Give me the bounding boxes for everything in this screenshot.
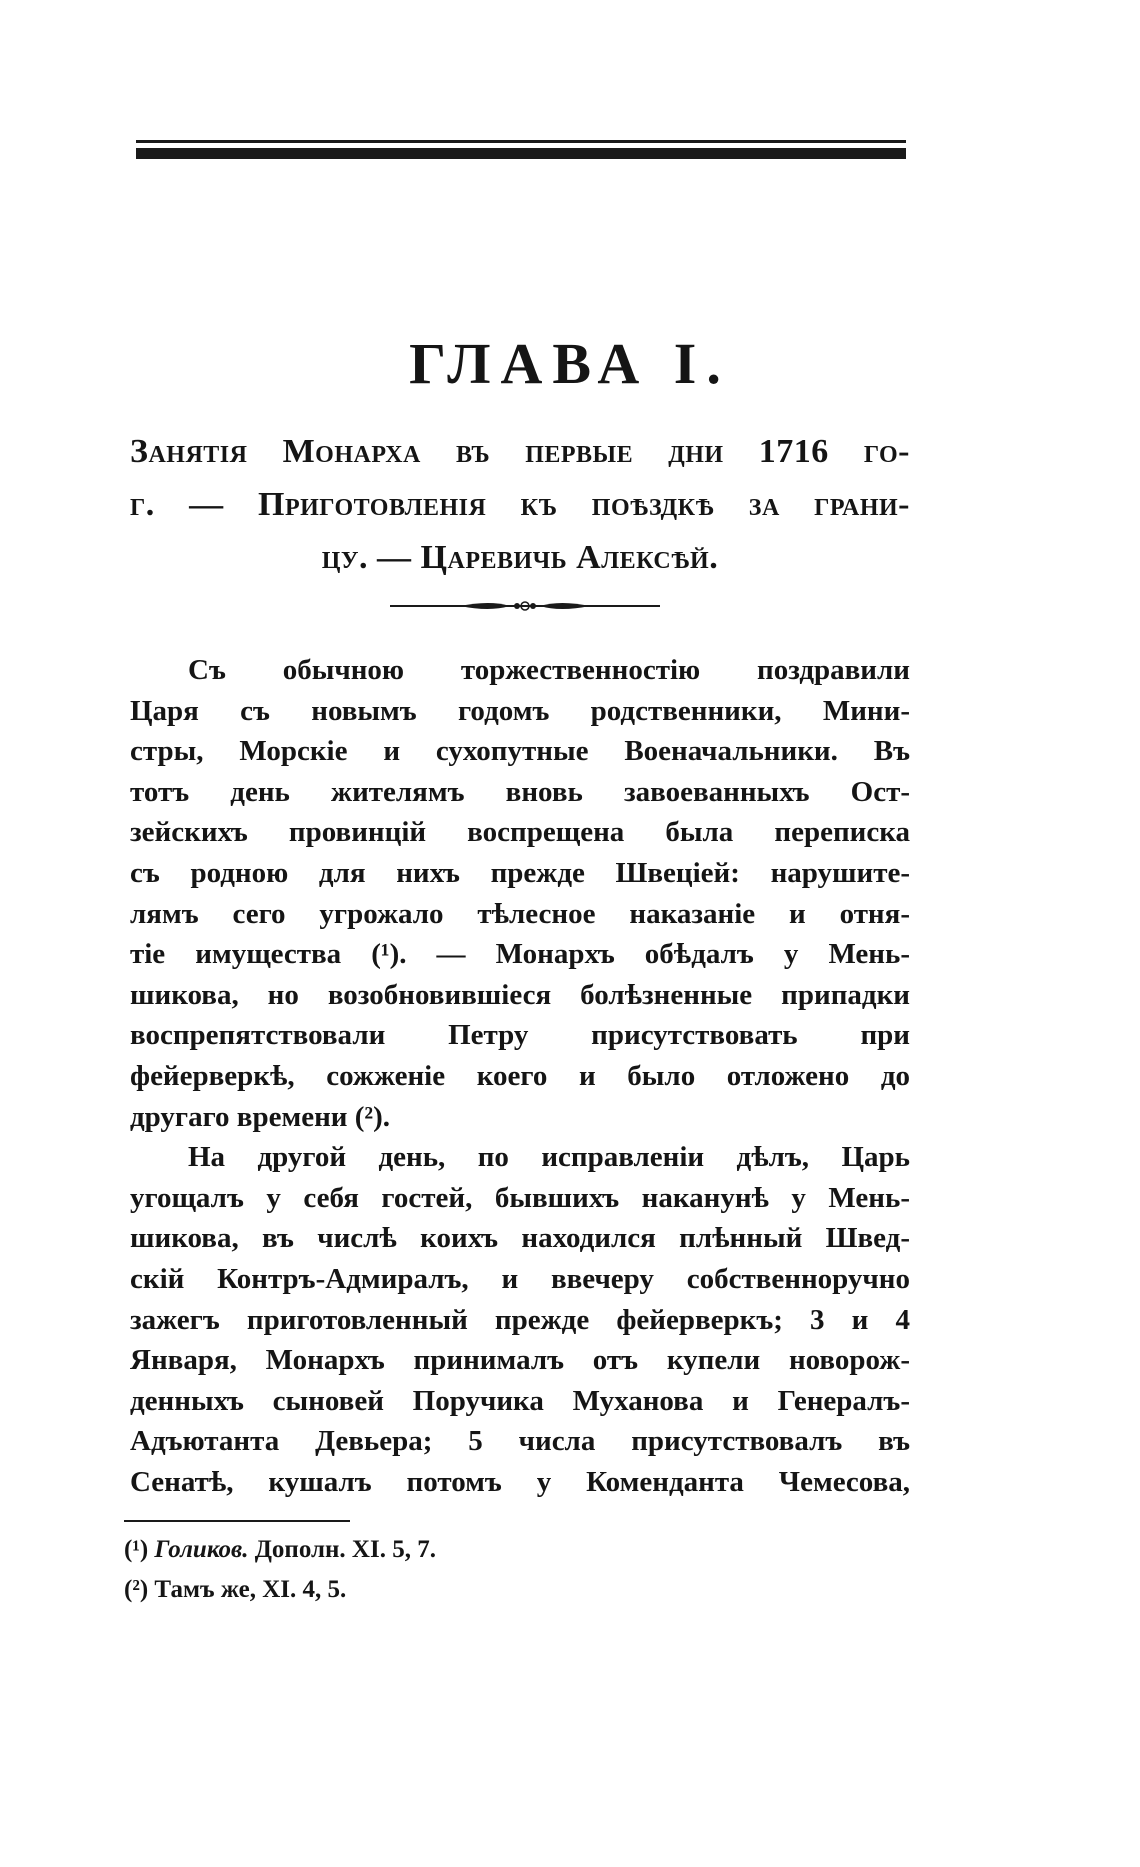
- top-double-rule: [136, 140, 906, 160]
- footnote-author: Голиков.: [154, 1536, 249, 1563]
- top-thick-rule: [136, 148, 906, 159]
- text-line: Сенатѣ, кушалъ потомъ у Коменданта Чемесова,: [130, 1465, 910, 1498]
- text-line: фейерверкѣ, сожженіе коего и было отложено до: [130, 1059, 910, 1092]
- text-line: угощалъ у себя гостей, бывшихъ наканунѣ у Мень-: [130, 1181, 910, 1214]
- text-line: Царя съ новымъ годомъ родственники, Мини-: [130, 694, 910, 727]
- text-line: съ родною для нихъ прежде Швеціей: нарушите-: [130, 856, 910, 889]
- text-line: шикова, въ числѣ коихъ находился плѣнный Швед-: [130, 1222, 910, 1255]
- text-line: Января, Монархъ принималъ отъ купели новорож-: [130, 1344, 910, 1377]
- text-line: Адъютанта Девьера; 5 числа присутствовалъ въ: [130, 1425, 910, 1458]
- summary-line: г. — Приготовленія къ поѣздкѣ за грани-: [130, 486, 910, 523]
- text-line: зажегъ приготовленный прежде фейерверкъ; 3 и 4: [130, 1303, 910, 1336]
- text-line: зейскихъ провинцій воспрещена была переписка: [130, 816, 910, 849]
- summary-line: цу. — Царевичь Алексѣй.: [321, 539, 719, 576]
- top-thin-rule: [136, 140, 906, 143]
- text-line: другаго времени (²).: [130, 1100, 390, 1133]
- footnote: [124, 1570, 904, 1610]
- text-line: стры, Морскіе и сухопутные Военачальники. Въ: [130, 735, 910, 768]
- chapter-summary: [130, 425, 910, 584]
- text-line: Съ обычною торжественностію поздравили: [188, 654, 910, 686]
- text-line: На другой день, по исправленіи дѣлъ, Царь: [188, 1141, 910, 1174]
- summary-line: Занятія Монарха въ первые дни 1716 го-: [130, 433, 910, 470]
- footnote-mark: (²): [124, 1576, 149, 1603]
- text-line: тотъ день жителямъ вновь завоеванныхъ Ост-: [130, 775, 910, 808]
- text-line: шикова, но возобновившіеся болѣзненные припадки: [130, 978, 910, 1011]
- footnote-separator: [124, 1520, 350, 1522]
- footnote-text: Тамъ же, XI. 4, 5.: [154, 1576, 347, 1603]
- text-line: денныхъ сыновей Поручика Муханова и Генералъ-: [130, 1384, 910, 1417]
- ornament-divider: [390, 596, 660, 616]
- chapter-title: ГЛАВА I.: [409, 331, 731, 396]
- text-line: тіе имущества (¹). — Монархъ обѣдалъ у Мень-: [130, 938, 910, 971]
- footnote-text: Дополн. XI. 5, 7.: [254, 1536, 436, 1563]
- footnotes: [124, 1530, 904, 1610]
- text-line: скій Контръ-Адмиралъ, и ввечеру собственноручно: [130, 1262, 910, 1295]
- text-line: лямъ сего угрожало тѣлесное наказаніе и отня-: [130, 897, 910, 930]
- footnote-mark: (¹): [124, 1536, 149, 1563]
- body-text: [130, 650, 910, 1502]
- footnote: [124, 1530, 904, 1570]
- text-line: воспрепятствовали Петру присутствовать при: [130, 1019, 910, 1052]
